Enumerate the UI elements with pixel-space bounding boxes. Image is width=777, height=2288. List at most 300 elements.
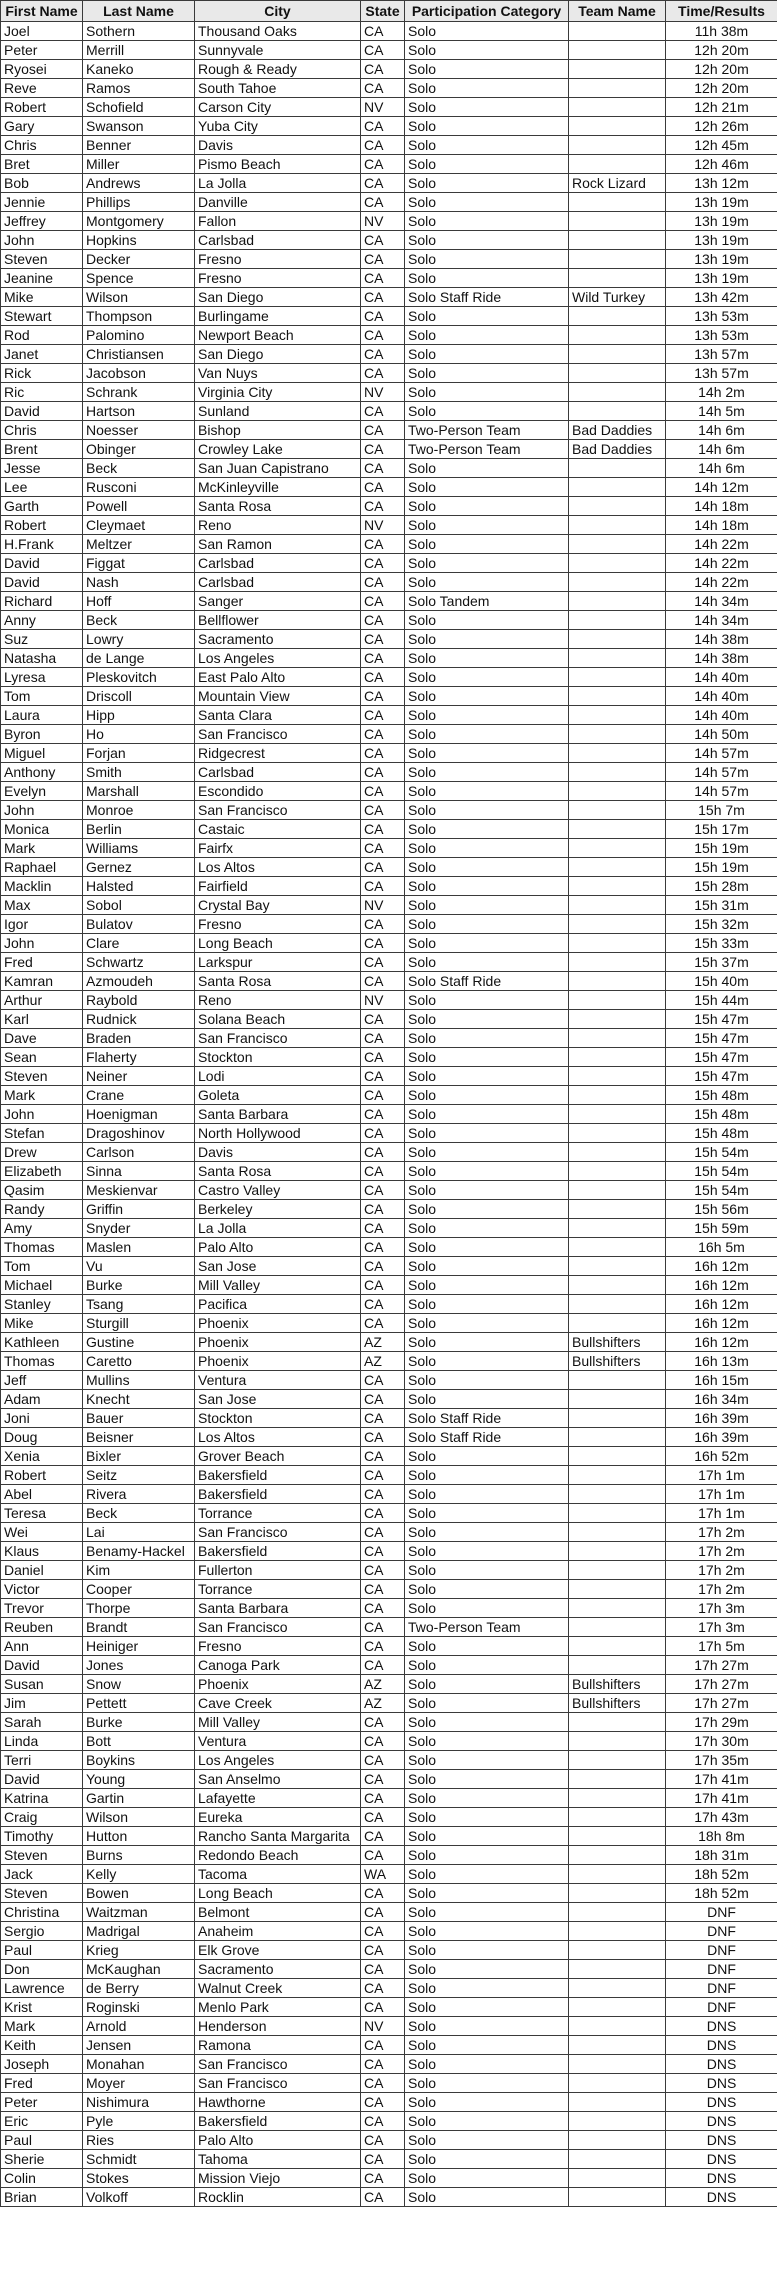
state-cell: CA [361,1808,405,1827]
state-cell: CA [361,1276,405,1295]
state-cell: CA [361,136,405,155]
time-cell: 14h 50m [666,725,777,744]
first-name-cell: Randy [1,1200,83,1219]
state-cell: CA [361,1713,405,1732]
team-name-cell [569,2112,666,2131]
state-cell: CA [361,193,405,212]
time-cell: 15h 33m [666,934,777,953]
last-name-cell: Kelly [83,1865,195,1884]
team-name-cell [569,1048,666,1067]
state-cell: CA [361,1428,405,1447]
time-cell: 13h 19m [666,250,777,269]
table-row [1,2074,777,2093]
first-name-cell: Abel [1,1485,83,1504]
first-name-cell: Brent [1,440,83,459]
last-name-cell: Beisner [83,1428,195,1447]
time-cell: 16h 34m [666,1390,777,1409]
time-cell: DNF [666,1922,777,1941]
time-cell: 14h 5m [666,402,777,421]
category-cell: Solo [405,2112,569,2131]
state-cell: CA [361,1162,405,1181]
city-cell: Santa Rosa [195,497,361,516]
first-name-cell: Steven [1,250,83,269]
first-name-cell: Mark [1,1086,83,1105]
first-name-cell: Craig [1,1808,83,1827]
state-cell: WA [361,1865,405,1884]
state-cell: CA [361,573,405,592]
city-cell: Canoga Park [195,1656,361,1675]
table-row [1,1067,777,1086]
first-name-cell: Drew [1,1143,83,1162]
state-cell: CA [361,1485,405,1504]
city-cell: Santa Clara [195,706,361,725]
last-name-cell: Bott [83,1732,195,1751]
time-cell: 15h 17m [666,820,777,839]
time-cell: 12h 20m [666,41,777,60]
state-cell: CA [361,402,405,421]
last-name-cell: Marshall [83,782,195,801]
team-name-cell [569,2150,666,2169]
team-name-cell [569,1314,666,1333]
state-cell: CA [361,1238,405,1257]
category-cell: Solo [405,649,569,668]
team-name-cell [569,2074,666,2093]
city-cell: Menlo Park [195,1998,361,2017]
time-cell: 15h 19m [666,839,777,858]
state-cell: CA [361,174,405,193]
state-cell: CA [361,79,405,98]
state-cell: CA [361,953,405,972]
last-name-cell: Spence [83,269,195,288]
table-row [1,1276,777,1295]
category-cell: Solo [405,269,569,288]
last-name-cell: Jones [83,1656,195,1675]
time-cell: 13h 53m [666,326,777,345]
category-cell: Solo [405,706,569,725]
category-cell: Solo [405,250,569,269]
time-cell: 14h 18m [666,516,777,535]
category-cell: Solo [405,877,569,896]
time-cell: DNF [666,1979,777,1998]
last-name-cell: Bauer [83,1409,195,1428]
table-row [1,801,777,820]
city-cell: Los Altos [195,858,361,877]
category-cell: Solo [405,307,569,326]
category-cell: Solo [405,231,569,250]
city-cell: Carlsbad [195,554,361,573]
time-cell: 12h 21m [666,98,777,117]
team-name-cell [569,1884,666,1903]
city-cell: San Francisco [195,2055,361,2074]
last-name-cell: Halsted [83,877,195,896]
table-row [1,1561,777,1580]
city-cell: Newport Beach [195,326,361,345]
state-cell: CA [361,1656,405,1675]
state-cell: CA [361,858,405,877]
city-cell: Crystal Bay [195,896,361,915]
category-cell: Solo [405,1523,569,1542]
team-name-cell [569,2036,666,2055]
first-name-cell: Qasim [1,1181,83,1200]
state-cell: CA [361,1561,405,1580]
last-name-cell: Jacobson [83,364,195,383]
category-cell: Solo [405,1846,569,1865]
state-cell: CA [361,839,405,858]
state-cell: AZ [361,1333,405,1352]
team-name-cell [569,1979,666,1998]
city-cell: San Francisco [195,801,361,820]
city-cell: Redondo Beach [195,1846,361,1865]
team-name-cell [569,307,666,326]
team-name-cell: Rock Lizard [569,174,666,193]
team-name-cell [569,1770,666,1789]
city-cell: San Francisco [195,1523,361,1542]
table-row [1,896,777,915]
table-row [1,1865,777,1884]
time-cell: 15h 54m [666,1162,777,1181]
category-cell: Solo [405,782,569,801]
table-row [1,1922,777,1941]
category-cell: Solo [405,516,569,535]
time-cell: DNS [666,2131,777,2150]
last-name-cell: Phillips [83,193,195,212]
last-name-cell: Schmidt [83,2150,195,2169]
table-row [1,2055,777,2074]
category-cell: Solo [405,459,569,478]
last-name-cell: Berlin [83,820,195,839]
table-row [1,326,777,345]
table-row [1,1979,777,1998]
team-name-cell [569,706,666,725]
time-cell: 13h 57m [666,345,777,364]
team-name-cell [569,345,666,364]
last-name-cell: Monahan [83,2055,195,2074]
state-cell: CA [361,2150,405,2169]
first-name-cell: Linda [1,1732,83,1751]
first-name-cell: Trevor [1,1599,83,1618]
team-name-cell [569,1124,666,1143]
state-cell: AZ [361,1694,405,1713]
time-cell: 18h 8m [666,1827,777,1846]
first-name-cell: Steven [1,1846,83,1865]
category-cell: Solo [405,98,569,117]
city-cell: Sanger [195,592,361,611]
time-cell: 12h 20m [666,79,777,98]
last-name-cell: Palomino [83,326,195,345]
team-name-cell [569,193,666,212]
team-name-cell: Bullshifters [569,1694,666,1713]
category-cell: Solo Staff Ride [405,288,569,307]
state-cell: CA [361,1618,405,1637]
last-name-cell: Madrigal [83,1922,195,1941]
first-name-cell: Garth [1,497,83,516]
last-name-cell: Sinna [83,1162,195,1181]
team-name-cell [569,2055,666,2074]
first-name-cell: Ryosei [1,60,83,79]
last-name-cell: Rivera [83,1485,195,1504]
team-name-cell [569,1998,666,2017]
last-name-cell: Figgat [83,554,195,573]
category-cell: Solo [405,839,569,858]
category-cell: Solo [405,2131,569,2150]
time-cell: 17h 5m [666,1637,777,1656]
team-name-cell [569,915,666,934]
category-cell: Solo [405,478,569,497]
city-cell: Santa Rosa [195,1162,361,1181]
city-cell: San Francisco [195,1618,361,1637]
team-name-cell [569,1029,666,1048]
first-name-cell: David [1,573,83,592]
category-cell: Solo [405,1485,569,1504]
state-cell: CA [361,934,405,953]
city-cell: Sacramento [195,1960,361,1979]
time-cell: 17h 41m [666,1770,777,1789]
category-cell: Solo [405,1181,569,1200]
city-cell: Rocklin [195,2188,361,2207]
team-name-cell [569,478,666,497]
time-cell: 15h 37m [666,953,777,972]
category-cell: Solo [405,1466,569,1485]
first-name-cell: Anny [1,611,83,630]
state-cell: CA [361,801,405,820]
table-row [1,1200,777,1219]
time-cell: 16h 12m [666,1276,777,1295]
first-name-cell: Daniel [1,1561,83,1580]
city-cell: Solana Beach [195,1010,361,1029]
first-name-cell: Laura [1,706,83,725]
table-row [1,1010,777,1029]
table-row [1,1656,777,1675]
time-cell: DNS [666,2093,777,2112]
state-cell: CA [361,1029,405,1048]
last-name-cell: Montgomery [83,212,195,231]
time-cell: 13h 57m [666,364,777,383]
last-name-cell: Gernez [83,858,195,877]
last-name-cell: Benamy-Hackel [83,1542,195,1561]
last-name-cell: Cleymaet [83,516,195,535]
table-row [1,98,777,117]
city-cell: Fairfx [195,839,361,858]
table-row [1,1998,777,2017]
city-cell: Tacoma [195,1865,361,1884]
table-row [1,1599,777,1618]
team-name-cell [569,782,666,801]
time-cell: 14h 2m [666,383,777,402]
city-cell: Mill Valley [195,1276,361,1295]
time-cell: 14h 22m [666,554,777,573]
table-row [1,1618,777,1637]
first-name-cell: Peter [1,41,83,60]
city-cell: Ventura [195,1371,361,1390]
table-row [1,250,777,269]
city-cell: Bakersfield [195,1485,361,1504]
table-row [1,2112,777,2131]
first-name-cell: Byron [1,725,83,744]
team-name-cell [569,1656,666,1675]
city-cell: Tahoma [195,2150,361,2169]
last-name-cell: Lowry [83,630,195,649]
team-name-cell [569,1105,666,1124]
table-row [1,41,777,60]
team-name-cell [569,1257,666,1276]
category-cell: Solo [405,2074,569,2093]
team-name-cell [569,250,666,269]
city-cell: Phoenix [195,1352,361,1371]
last-name-cell: Burns [83,1846,195,1865]
category-cell: Solo [405,820,569,839]
table-row [1,1162,777,1181]
team-name-cell [569,991,666,1010]
time-cell: 12h 26m [666,117,777,136]
city-cell: Ridgecrest [195,744,361,763]
category-cell: Solo [405,117,569,136]
first-name-cell: Mark [1,839,83,858]
time-cell: 14h 40m [666,706,777,725]
first-name-cell: Natasha [1,649,83,668]
city-cell: Bakersfield [195,2112,361,2131]
last-name-cell: Young [83,1770,195,1789]
category-cell: Solo [405,1447,569,1466]
time-cell: 16h 13m [666,1352,777,1371]
last-name-cell: Smith [83,763,195,782]
table-row [1,1694,777,1713]
table-row [1,1941,777,1960]
category-cell: Solo [405,535,569,554]
city-cell: Mission Viejo [195,2169,361,2188]
last-name-cell: Pettett [83,1694,195,1713]
team-name-cell [569,2093,666,2112]
table-row [1,421,777,440]
time-cell: 13h 42m [666,288,777,307]
table-row [1,1029,777,1048]
team-name-cell [569,1732,666,1751]
table-row [1,1409,777,1428]
city-cell: Fresno [195,269,361,288]
first-name-cell: Susan [1,1675,83,1694]
state-cell: CA [361,155,405,174]
category-cell: Solo [405,1067,569,1086]
time-cell: 14h 12m [666,478,777,497]
last-name-cell: Decker [83,250,195,269]
first-name-cell: Jeff [1,1371,83,1390]
time-cell: DNS [666,2055,777,2074]
category-cell: Solo [405,801,569,820]
table-row [1,1827,777,1846]
state-cell: CA [361,1998,405,2017]
table-row [1,1485,777,1504]
team-name-cell [569,326,666,345]
last-name-cell: Ho [83,725,195,744]
time-cell: 17h 2m [666,1580,777,1599]
table-row [1,1884,777,1903]
first-name-cell: Brian [1,2188,83,2207]
time-cell: 15h 48m [666,1105,777,1124]
team-name-cell [569,554,666,573]
time-cell: 16h 12m [666,1333,777,1352]
state-cell: CA [361,41,405,60]
state-cell: CA [361,972,405,991]
time-cell: 16h 12m [666,1295,777,1314]
team-name-cell [569,573,666,592]
time-cell: 14h 40m [666,687,777,706]
first-name-cell: Adam [1,1390,83,1409]
state-cell: CA [361,1542,405,1561]
team-name-cell [569,1371,666,1390]
first-name-cell: Lee [1,478,83,497]
first-name-cell: Amy [1,1219,83,1238]
first-name-cell: Stewart [1,307,83,326]
city-cell: Thousand Oaks [195,22,361,41]
time-cell: 15h 48m [666,1086,777,1105]
category-cell: Solo [405,1732,569,1751]
table-row [1,402,777,421]
last-name-cell: Brandt [83,1618,195,1637]
city-cell: Crowley Lake [195,440,361,459]
state-cell: NV [361,212,405,231]
category-cell: Solo [405,1561,569,1580]
category-cell: Solo [405,1276,569,1295]
first-name-cell: Sarah [1,1713,83,1732]
table-row [1,1713,777,1732]
table-row [1,2131,777,2150]
time-cell: 15h 59m [666,1219,777,1238]
city-cell: Pacifica [195,1295,361,1314]
first-name-cell: Macklin [1,877,83,896]
team-name-cell [569,1599,666,1618]
team-name-cell [569,117,666,136]
last-name-cell: Burke [83,1276,195,1295]
category-cell: Solo [405,136,569,155]
table-row [1,573,777,592]
last-name-cell: Dragoshinov [83,1124,195,1143]
first-name-cell: Jim [1,1694,83,1713]
table-row [1,1219,777,1238]
state-cell: CA [361,1181,405,1200]
category-cell: Solo [405,1390,569,1409]
state-cell: CA [361,1789,405,1808]
last-name-cell: Schwartz [83,953,195,972]
state-cell: CA [361,440,405,459]
city-cell: Bellflower [195,611,361,630]
city-cell: Castro Valley [195,1181,361,1200]
category-cell: Solo [405,1238,569,1257]
city-cell: Danville [195,193,361,212]
first-name-cell: Timothy [1,1827,83,1846]
table-row [1,212,777,231]
first-name-cell: Jesse [1,459,83,478]
first-name-cell: Sean [1,1048,83,1067]
first-name-cell: Robert [1,1466,83,1485]
first-name-cell: Reuben [1,1618,83,1637]
table-row [1,459,777,478]
first-name-cell: Terri [1,1751,83,1770]
time-cell: 11h 38m [666,22,777,41]
table-row [1,1048,777,1067]
table-row [1,269,777,288]
time-cell: 12h 20m [666,60,777,79]
last-name-cell: Carlson [83,1143,195,1162]
time-cell: 17h 2m [666,1542,777,1561]
state-cell: CA [361,763,405,782]
state-cell: CA [361,877,405,896]
last-name-cell: Krieg [83,1941,195,1960]
last-name-cell: Thorpe [83,1599,195,1618]
last-name-cell: Hopkins [83,231,195,250]
time-cell: 15h 54m [666,1143,777,1162]
team-name-cell [569,1561,666,1580]
state-cell: CA [361,288,405,307]
category-cell: Solo [405,2055,569,2074]
